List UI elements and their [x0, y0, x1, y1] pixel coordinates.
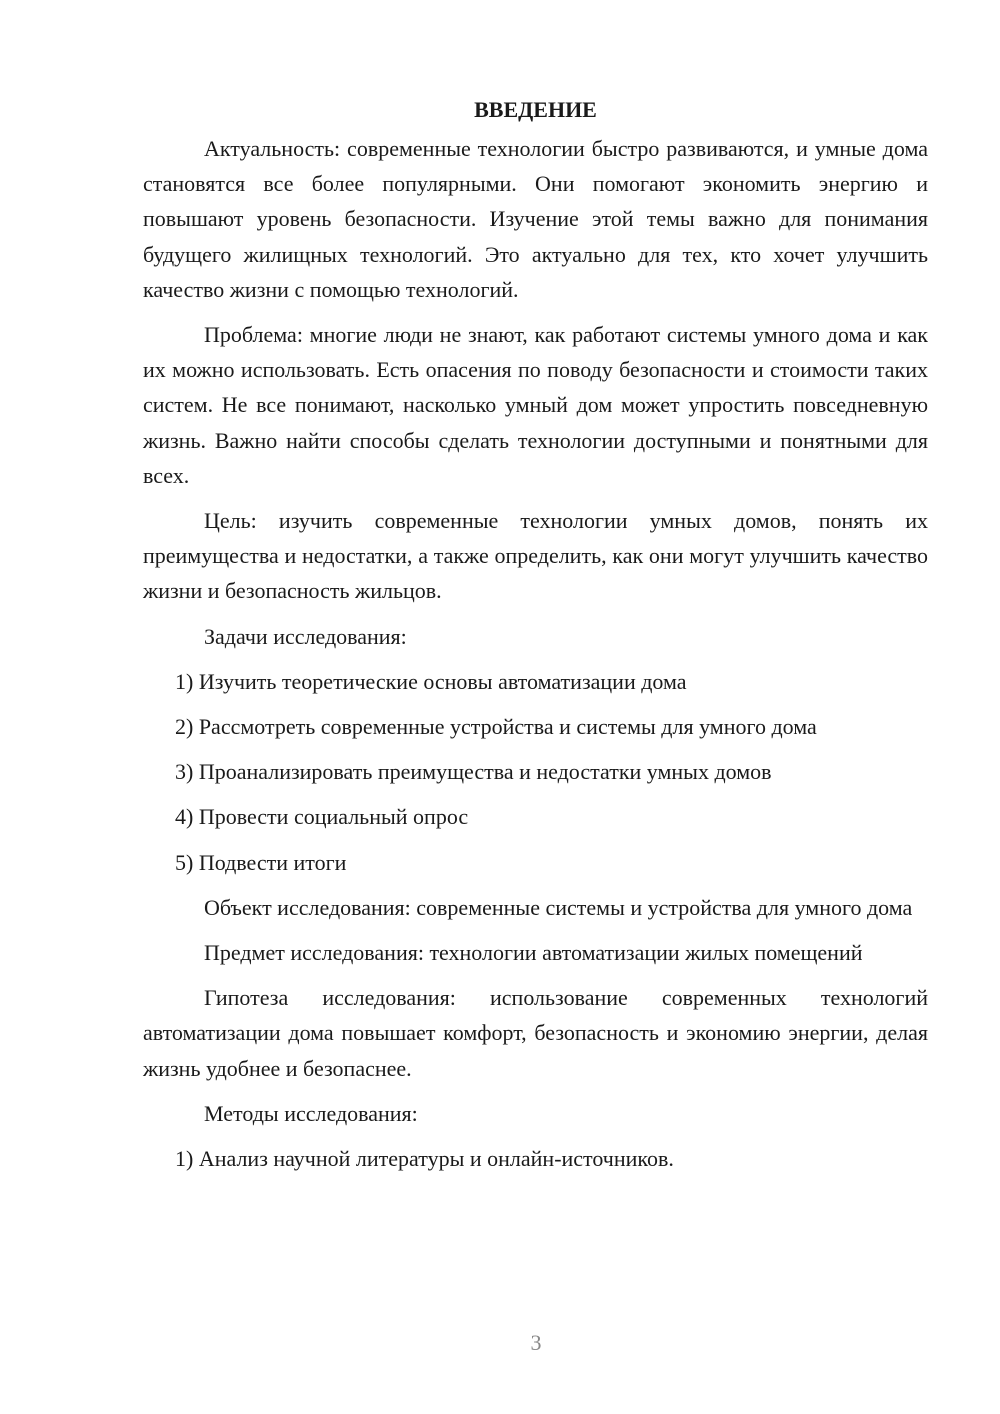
goal-paragraph: Цель: изучить современные технологии умных домов, понять их преимущества и недостатки, а также определить, как они могут улучшить качество жизни и безопасность жильцов.	[143, 508, 928, 604]
page-title: ВВЕДЕНИЕ	[474, 97, 597, 122]
problem-paragraph: Проблема: многие люди не знают, как работают системы умного дома и как их можно использовать. Есть опасения по поводу безопасности и стоимости таких систем. Не все понимают, насколько умный дом может упростить повседневную жизнь. Важно найти способы сделать технологии доступными и понятными для всех.	[143, 322, 928, 488]
hypothesis-paragraph: Гипотеза исследования: использование современных технологий автоматизации дома повышает комфорт, безопасность и экономию энергии, делая жизнь удобнее и безопаснее.	[143, 985, 928, 1081]
tasks-title: Задачи исследования:	[204, 623, 407, 649]
list-item: 3) Проанализировать преимущества и недостатки умных домов	[175, 759, 772, 785]
subject-paragraph: Предмет исследования: технологии автоматизации жилых помещений	[204, 940, 863, 966]
list-item: 4) Провести социальный опрос	[175, 804, 469, 830]
list-item: 2) Рассмотреть современные устройства и системы для умного дома	[175, 714, 817, 740]
list-item: 1) Анализ научной литературы и онлайн-источников.	[175, 1146, 674, 1172]
document-page	[143, 92, 928, 1186]
relevance-paragraph: Актуальность: современные технологии быстро развиваются, и умные дома становятся все более популярными. Они помогают экономить энергию и повышают уровень безопасности. Изучение этой темы важно для понимания будущего жилищных технологий. Это актуально для тех, кто хочет улучшить качество жизни с помощью технологий.	[143, 136, 928, 302]
object-paragraph: Объект исследования: современные системы и устройства для умного дома	[204, 894, 913, 920]
list-item: 1) Изучить теоретические основы автоматизации дома	[175, 668, 687, 694]
page-number: 3	[530, 1330, 542, 1355]
methods-title: Методы исследования:	[204, 1100, 418, 1126]
methods-list	[143, 1141, 928, 1176]
tasks-list	[143, 664, 928, 880]
list-item: 5) Подвести итоги	[175, 849, 347, 875]
